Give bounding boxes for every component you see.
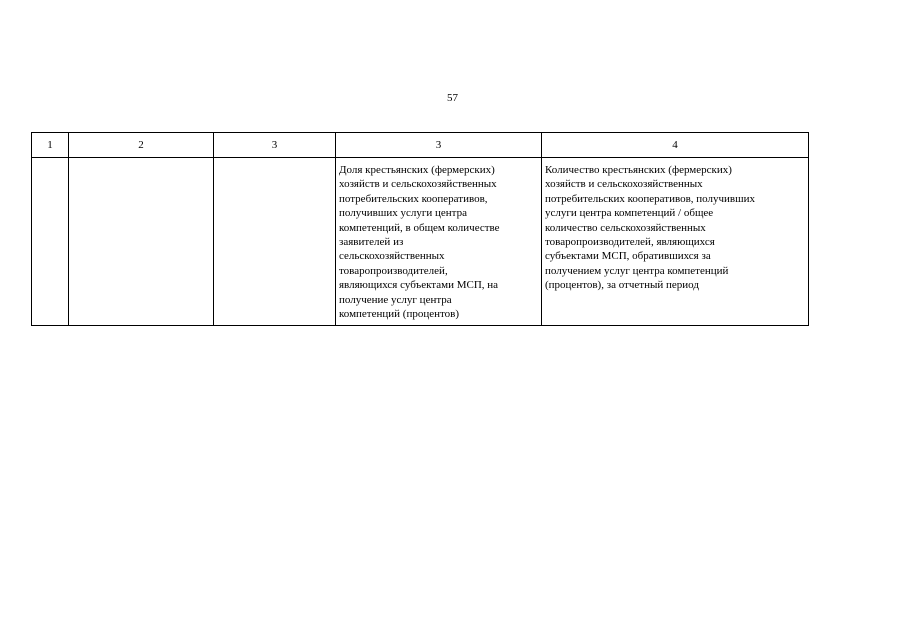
indicator-description: Доля крестьянских (фермерских) хозяйств и сельскохозяйственных потребительских кооперативов, получивших услуги центра компетенций, в общем количестве заявителей из сельскохозяйственных товаропроизводителей, являющихся субъектами МСП, на получение услуг центра компетенций (процентов): [339, 164, 500, 321]
body-cell-col2: [69, 158, 214, 326]
data-table: [31, 132, 809, 326]
body-cell-col1: [32, 158, 69, 326]
body-cell-col3: [214, 158, 336, 326]
table-row: [32, 158, 809, 326]
header-cell-col4: 3: [336, 133, 542, 158]
header-cell-col1: 1: [32, 133, 69, 158]
header-cell-col3: 3: [214, 133, 336, 158]
body-cell-col4: [336, 158, 542, 326]
page-number: 57: [447, 92, 458, 104]
header-cell-col2: 2: [69, 133, 214, 158]
indicator-formula: Количество крестьянских (фермерских) хозяйств и сельскохозяйственных потребительских кооперативов, получивших услуги центра компетенций / общее количество сельскохозяйственных товаропроизводителей, являющихся субъектами МСП, обратившихся за получением услуг центра компетенций (процентов), за отчетный период: [545, 164, 755, 292]
header-cell-col5: 4: [542, 133, 809, 158]
body-cell-col5: [542, 158, 809, 326]
table-header-row: [32, 133, 809, 158]
